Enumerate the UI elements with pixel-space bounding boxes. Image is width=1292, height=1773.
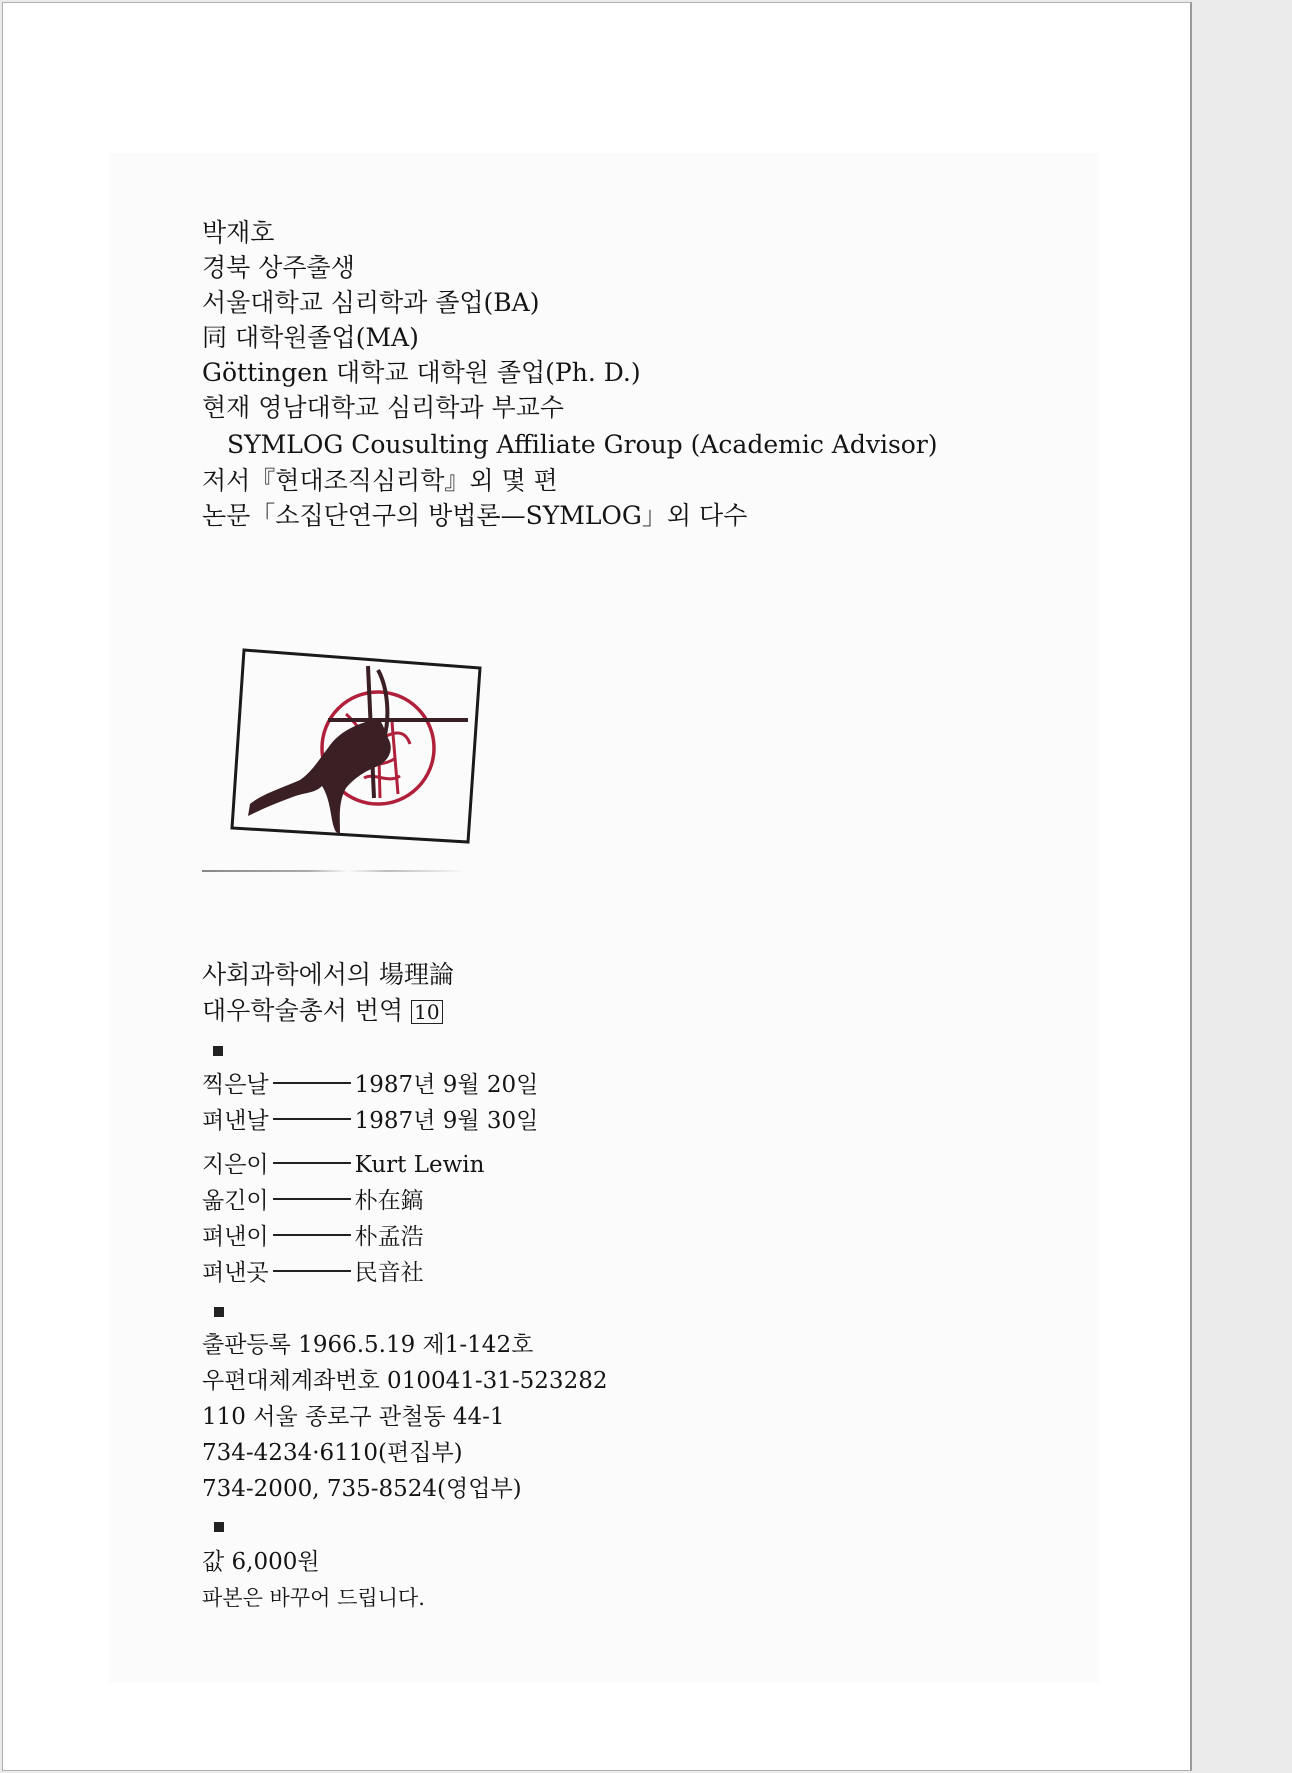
section-bullet [213,1046,223,1056]
page [2,2,1192,1771]
bio-affiliation: SYMLOG Cousulting Affiliate Group (Academic Advisor) [227,430,938,459]
defect-notice: 파본은 바꾸어 드립니다. [202,1586,425,1610]
translator-row [202,1186,424,1216]
author-value: Kurt Lewin [354,1152,485,1178]
printed-label: 찍은날 [202,1072,269,1098]
author-label: 지은이 [202,1152,269,1178]
publisher-person-value: 朴孟浩 [354,1224,424,1250]
book-title: 사회과학에서의 場理論 [202,960,454,989]
phone-sales: 734-2000, 735-8524(영업부) [202,1476,522,1502]
publisher-person-row [202,1222,424,1252]
registration-number: 출판등록 1966.5.19 제1-142호 [202,1332,534,1358]
seal-stamp-image [228,648,488,858]
seal-stamp [228,648,488,862]
book-series-number: 10 [411,1000,442,1024]
dash-separator [273,1270,351,1272]
bio-papers: 논문「소집단연구의 방법론—SYMLOG」외 다수 [202,501,748,530]
bio-birthplace: 경북 상주출생 [202,253,355,282]
bio-phd: Göttingen 대학교 대학원 졸업(Ph. D.) [202,358,641,387]
printed-date-row [202,1070,538,1100]
address: 110 서울 종로구 관철동 44-1 [202,1404,505,1430]
dash-separator [273,1162,351,1164]
seal-underline [202,870,467,872]
bio-name: 박재호 [202,218,275,247]
printed-date: 1987년 9월 20일 [354,1072,539,1098]
book-series-label: 대우학술총서 번역 [202,996,404,1025]
phone-editorial: 734-4234·6110(편집부) [202,1440,463,1466]
dash-separator [273,1082,351,1084]
translator-value: 朴在鎬 [354,1188,424,1214]
publisher-row [202,1258,424,1288]
author-row [202,1150,484,1180]
published-date: 1987년 9월 30일 [354,1108,539,1134]
publisher-label: 펴낸곳 [202,1260,269,1286]
postal-account: 우편대체계좌번호 010041-31-523282 [202,1368,608,1394]
dash-separator [273,1198,351,1200]
bio-books: 저서『현대조직심리학』외 몇 편 [202,466,558,495]
bio-ba: 서울대학교 심리학과 졸업(BA) [202,288,540,317]
publisher-person-label: 펴낸이 [202,1224,269,1250]
bio-ma: 同 대학원졸업(MA) [202,323,419,352]
publisher-value: 民音社 [354,1260,424,1286]
published-label: 펴낸날 [202,1108,269,1134]
section-bullet [214,1307,224,1317]
section-bullet [214,1522,224,1532]
dash-separator [273,1118,351,1120]
dash-separator [273,1234,351,1236]
published-date-row [202,1106,538,1136]
bio-current: 현재 영남대학교 심리학과 부교수 [202,393,564,422]
price: 값 6,000원 [202,1549,320,1575]
book-series [202,996,443,1026]
translator-label: 옮긴이 [202,1188,269,1214]
